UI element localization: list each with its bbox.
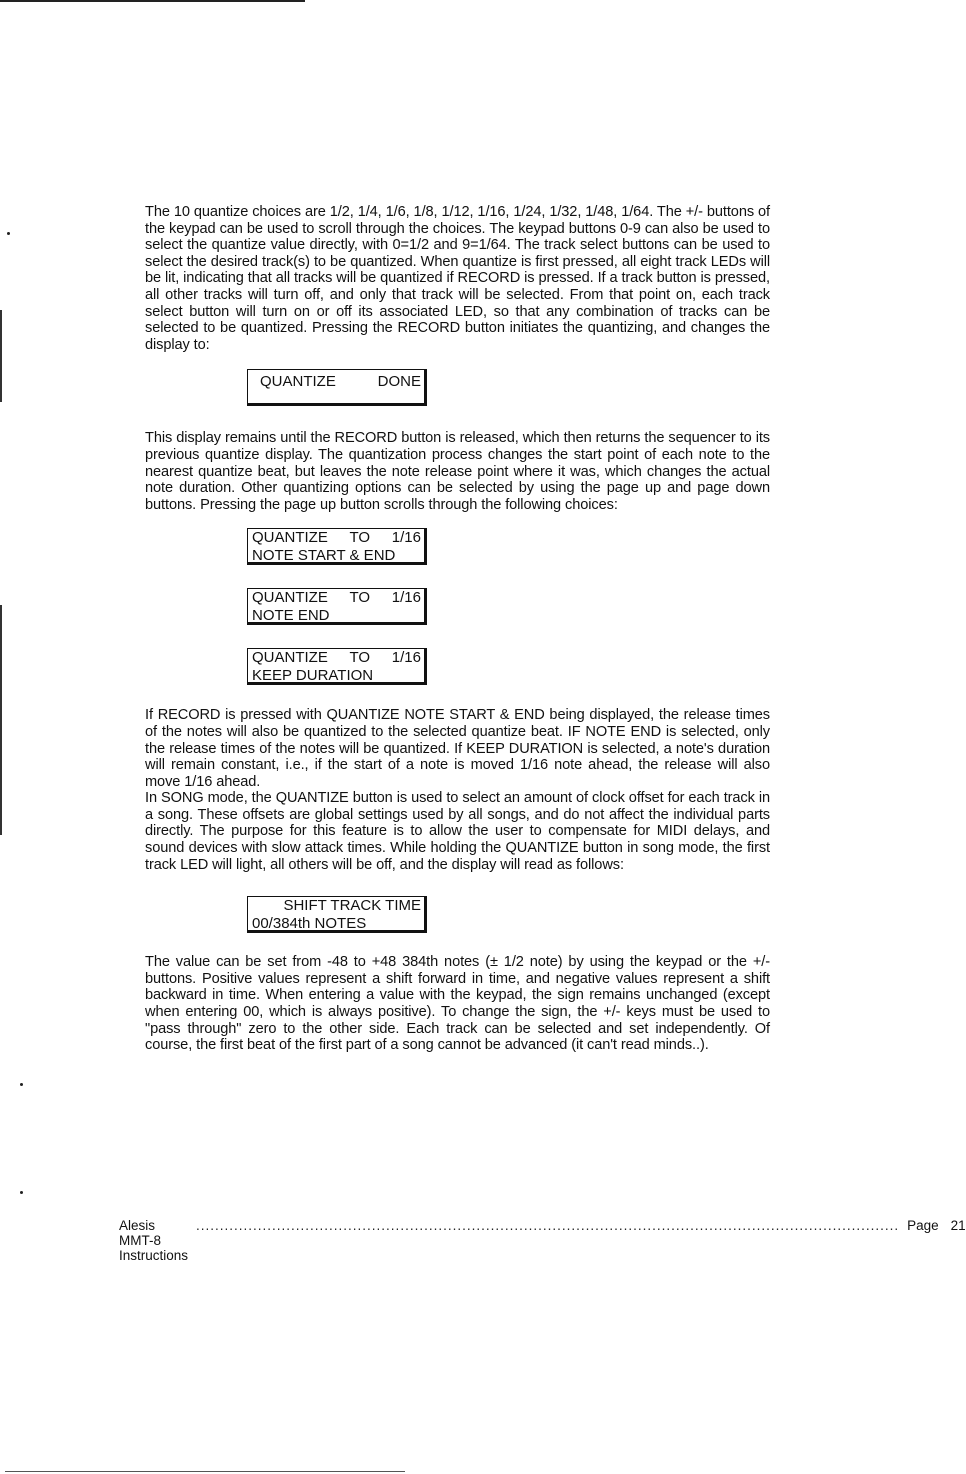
paragraph-song-mode: In SONG mode, the QUANTIZE button is used to select an amount of clock offset for each track in a song. These offsets are global settings used by all songs, and do not affect the individual parts directly. The purpose for this feature is to allow the user to compensate for MIDI delays, and sound devices with slow attack times. While holding the QUANTIZE button in song mode, the first track LED will light, all others will be off, and the display will read as follows: <box>145 790 770 873</box>
lcd-text: TO <box>349 589 371 607</box>
lcd-text: 1/16 <box>391 529 421 547</box>
page-footer <box>119 1218 966 1263</box>
lcd-text: SHIFT TRACK TIME <box>283 897 421 915</box>
scan-margin-mark <box>0 310 2 402</box>
lcd-text: QUANTIZE <box>252 589 328 607</box>
scan-speck <box>20 1191 23 1194</box>
scan-margin-mark <box>0 605 2 835</box>
lcd-display-shift-track-time <box>247 896 427 933</box>
lcd-text: TO <box>349 649 371 667</box>
paragraph-record-pressed: If RECORD is pressed with QUANTIZE NOTE START & END being displayed, the release times of the notes will also be quantized to the selected quantize beat. IF NOTE END is selected, only the release times of the notes will be quantized. If KEEP DURATION is selected, a note's duration will remain constant, i.e., if the start of a note is moved 1/16 note ahead, the release will also move 1/16 ahead. <box>145 707 770 790</box>
paragraph-display-remains: This display remains until the RECORD button is released, which then returns the sequencer to its previous quantize display. The quantization process changes the start point of each note to the nearest quantize beat, but leaves the note release point where it was, which changes the actual note duration. Other quantizing options can be selected by using the page up and page down buttons. Pressing the page up button scrolls through the following choices: <box>145 430 770 513</box>
lcd-display-note-start-end <box>247 528 427 565</box>
lcd-text: NOTE START & END <box>252 546 396 564</box>
lcd-display-note-end <box>247 588 427 625</box>
bottom-edge-rule <box>5 1471 405 1472</box>
lcd-text: QUANTIZE <box>252 649 328 667</box>
top-edge-rule <box>0 0 305 2</box>
lcd-display-quantize-done <box>247 369 427 406</box>
lcd-text: QUANTIZE <box>252 529 328 547</box>
page-body <box>145 204 770 1054</box>
footer-page-label: Page <box>907 1218 939 1233</box>
footer-title: Alesis MMT-8 Instructions <box>119 1218 189 1263</box>
lcd-text: TO <box>349 529 371 547</box>
lcd-text: DONE <box>377 373 421 391</box>
lcd-text: NOTE END <box>252 606 330 624</box>
paragraph-quantize-choices: The 10 quantize choices are 1/2, 1/4, 1/6, 1/8, 1/12, 1/16, 1/24, 1/32, 1/48, 1/64. The +/- buttons of the keypad can be used to scroll through the choices. The keypad buttons 0-9 can also be used to select the quantize value directly, with 0=1/2 and 9=1/64. The track select buttons can be used to select the desired track(s) to be quantized. When quantize is first pressed, all eight track LEDs will be lit, indicating that all tracks will be quantized if RECORD is pressed. If a track button is pressed, all other tracks will turn off, and only that track will be selected. From that point on, each track select button will turn on or off its associated LED, so that any combination of tracks can be selected to be quantized. Pressing the RECORD button initiates the quantizing, and changes the display to: <box>145 204 770 353</box>
lcd-text: QUANTIZE <box>260 373 336 391</box>
scan-speck <box>7 232 10 235</box>
paragraph-value-range: The value can be set from -48 to +48 384th notes (± 1/2 note) by using the keypad or the +/- buttons. Positive values represent a shift forward in time, and negative values represent a shift backward in time. When entering a value with the keypad, the sign remains unchanged (except when entering 00, which is always positive). To change the sign, the +/- keys must be used to "pass through" zero to the other side. Each track can be selected and set independently. Of course, the first beat of the first part of a song cannot be advanced (it can't read minds..). <box>145 954 770 1054</box>
lcd-text: 1/16 <box>391 649 421 667</box>
footer-page-number: 21 <box>950 1218 966 1233</box>
lcd-display-keep-duration <box>247 648 427 685</box>
scan-speck <box>20 1083 23 1086</box>
lcd-text: 1/16 <box>391 589 421 607</box>
footer-leader-dots: .................................................................................................................................................... <box>196 1218 900 1233</box>
lcd-text: 00/384th NOTES <box>252 914 367 932</box>
lcd-text: KEEP DURATION <box>252 666 374 684</box>
